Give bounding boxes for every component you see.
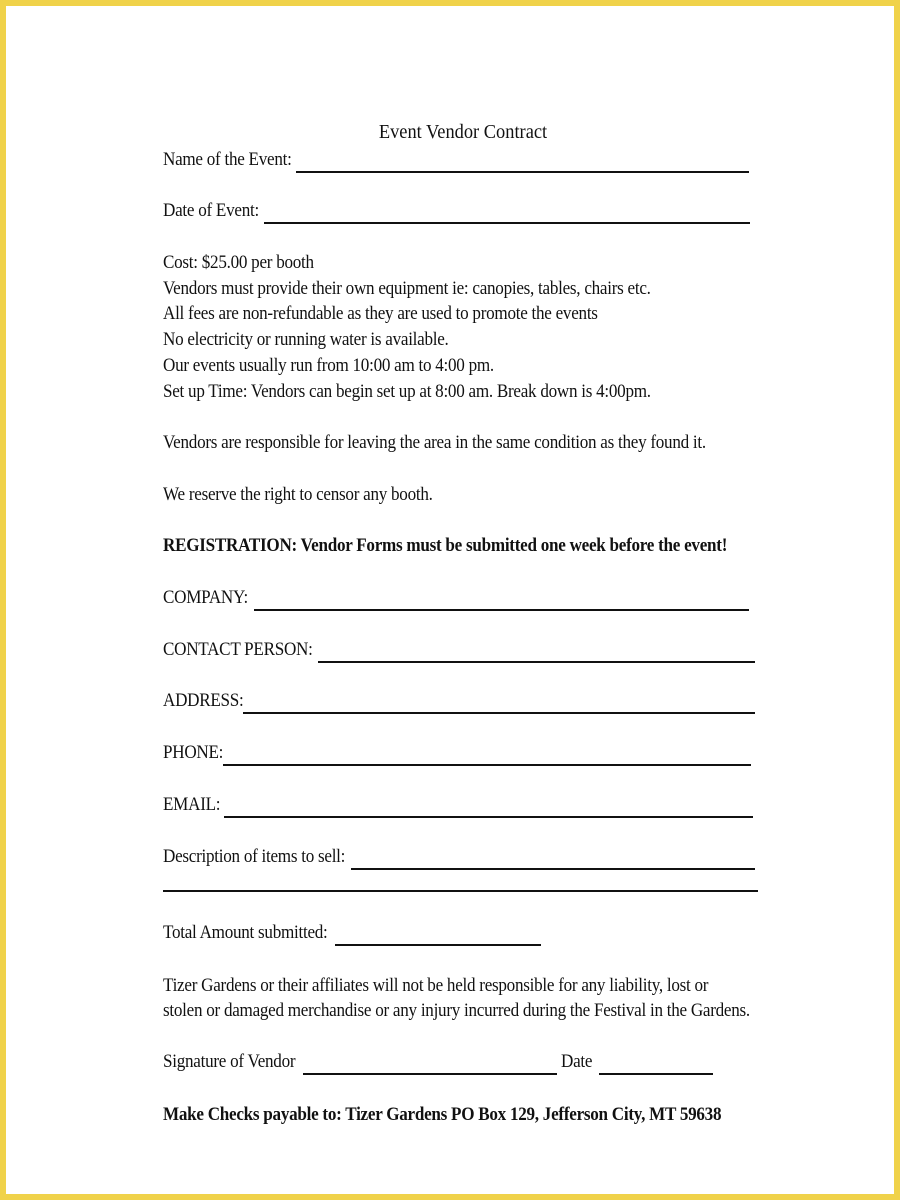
email-label: EMAIL: [163,794,221,815]
email-line[interactable] [224,816,753,818]
censor-note: We reserve the right to censor any booth. [163,484,433,505]
document-title: Event Vendor Contract [378,121,548,143]
terms-line: Our events usually run from 10:00 am to 4:00 pm. [163,355,494,376]
terms-line: Cost: $25.00 per booth [163,252,314,273]
total-amount-label: Total Amount submitted: [163,922,328,943]
total-amount-line[interactable] [335,944,541,946]
event-name-field[interactable] [163,149,753,173]
description-line-2[interactable] [163,890,758,892]
signature-line[interactable] [303,1073,557,1075]
phone-label: PHONE: [163,742,224,763]
contact-person-label: CONTACT PERSON: [163,639,313,660]
event-name-line[interactable] [296,171,749,173]
address-label: ADDRESS: [163,690,244,711]
company-field[interactable] [163,587,753,611]
condition-note: Vendors are responsible for leaving the area in the same condition as they found it. [163,432,706,453]
signature-field[interactable] [163,1051,715,1075]
terms-line: Vendors must provide their own equipment ie: canopies, tables, chairs etc. [163,278,651,299]
description-line[interactable] [351,868,755,870]
phone-field[interactable] [163,742,758,766]
contact-person-field[interactable] [163,639,758,663]
phone-line[interactable] [223,764,751,766]
registration-notice: REGISTRATION: Vendor Forms must be submitted one week before the event! [163,535,728,556]
event-date-field[interactable] [163,200,753,224]
terms-line: No electricity or running water is available. [163,329,449,350]
description-field[interactable] [163,846,758,870]
liability-line: Tizer Gardens or their affiliates will not be held responsible for any liability, lost or [163,975,709,996]
date-line[interactable] [599,1073,713,1075]
contact-person-line[interactable] [318,661,755,663]
event-name-label: Name of the Event: [163,149,292,170]
terms-line: All fees are non-refundable as they are used to promote the events [163,303,598,324]
payment-note: Make Checks payable to: Tizer Gardens PO Box 129, Jefferson City, MT 59638 [163,1104,722,1125]
address-field[interactable] [163,690,758,714]
terms-line: Set up Time: Vendors can begin set up at 8:00 am. Break down is 4:00pm. [163,381,651,402]
company-line[interactable] [254,609,749,611]
event-date-label: Date of Event: [163,200,259,221]
address-line[interactable] [243,712,755,714]
event-date-line[interactable] [264,222,750,224]
liability-line: stolen or damaged merchandise or any injury incurred during the Festival in the Gardens. [163,1000,750,1021]
signature-label: Signature of Vendor [163,1051,296,1072]
company-label: COMPANY: [163,587,248,608]
date-label: Date [561,1051,593,1072]
email-field[interactable] [163,794,758,818]
total-amount-field[interactable] [163,922,543,946]
watermark [48,1154,51,1165]
description-label: Description of items to sell: [163,846,346,867]
